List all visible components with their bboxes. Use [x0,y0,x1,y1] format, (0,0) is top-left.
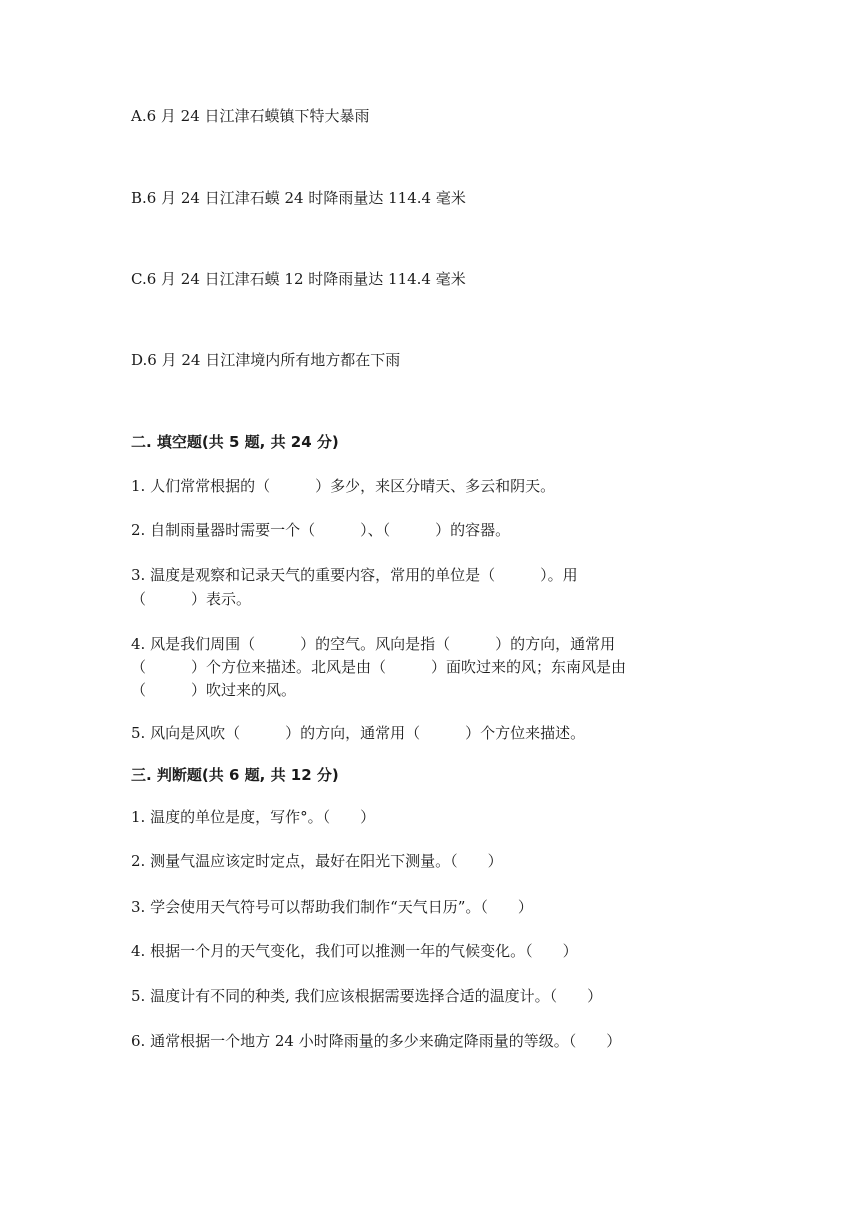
option-d: D.6 月 24 日江津境内所有地方都在下雨 [131,351,401,369]
judge-question-1: 1. 温度的单位是度，写作°。（ ） [131,808,376,826]
judge-section-heading: 三. 判断题(共 6 题, 共 12 分) [131,766,339,784]
fill-question-3-line-1: 3. 温度是观察和记录天气的重要内容，常用的单位是（ ）。用 [131,566,578,584]
option-c: C.6 月 24 日江津石蟆 12 时降雨量达 114.4 毫米 [131,270,466,288]
option-b: B.6 月 24 日江津石蟆 24 时降雨量达 114.4 毫米 [131,189,466,207]
fill-question-5: 5. 风向是风吹（ ）的方向，通常用（ ）个方位来描述。 [131,724,586,742]
judge-question-2: 2. 测量气温应该定时定点，最好在阳光下测量。（ ） [131,852,503,870]
fill-section-heading: 二. 填空题(共 5 题, 共 24 分) [131,433,339,451]
fill-question-4-line-2: （ ）个方位来描述。北风是由（ ）面吹过来的风；东南风是由 [131,658,627,676]
fill-question-4-line-3: （ ）吹过来的风。 [131,681,297,699]
judge-question-5: 5. 温度计有不同的种类, 我们应该根据需要选择合适的温度计。（ ） [131,987,603,1005]
fill-question-2: 2. 自制雨量器时需要一个（ ）、（ ）的容器。 [131,521,511,539]
fill-question-1: 1. 人们常常根据的（ ）多少，来区分晴天、多云和阴天。 [131,477,556,495]
option-a: A.6 月 24 日江津石蟆镇下特大暴雨 [131,107,370,125]
judge-question-3: 3. 学会使用天气符号可以帮助我们制作“天气日历”。（ ） [131,898,533,916]
judge-question-6: 6. 通常根据一个地方 24 小时降雨量的多少来确定降雨量的等级。（ ） [131,1032,622,1050]
fill-question-4-line-1: 4. 风是我们周围（ ）的空气。风向是指（ ）的方向，通常用 [131,635,616,653]
judge-question-4: 4. 根据一个月的天气变化，我们可以推测一年的气候变化。（ ） [131,942,578,960]
fill-question-3-line-2: （ ）表示。 [131,590,252,608]
